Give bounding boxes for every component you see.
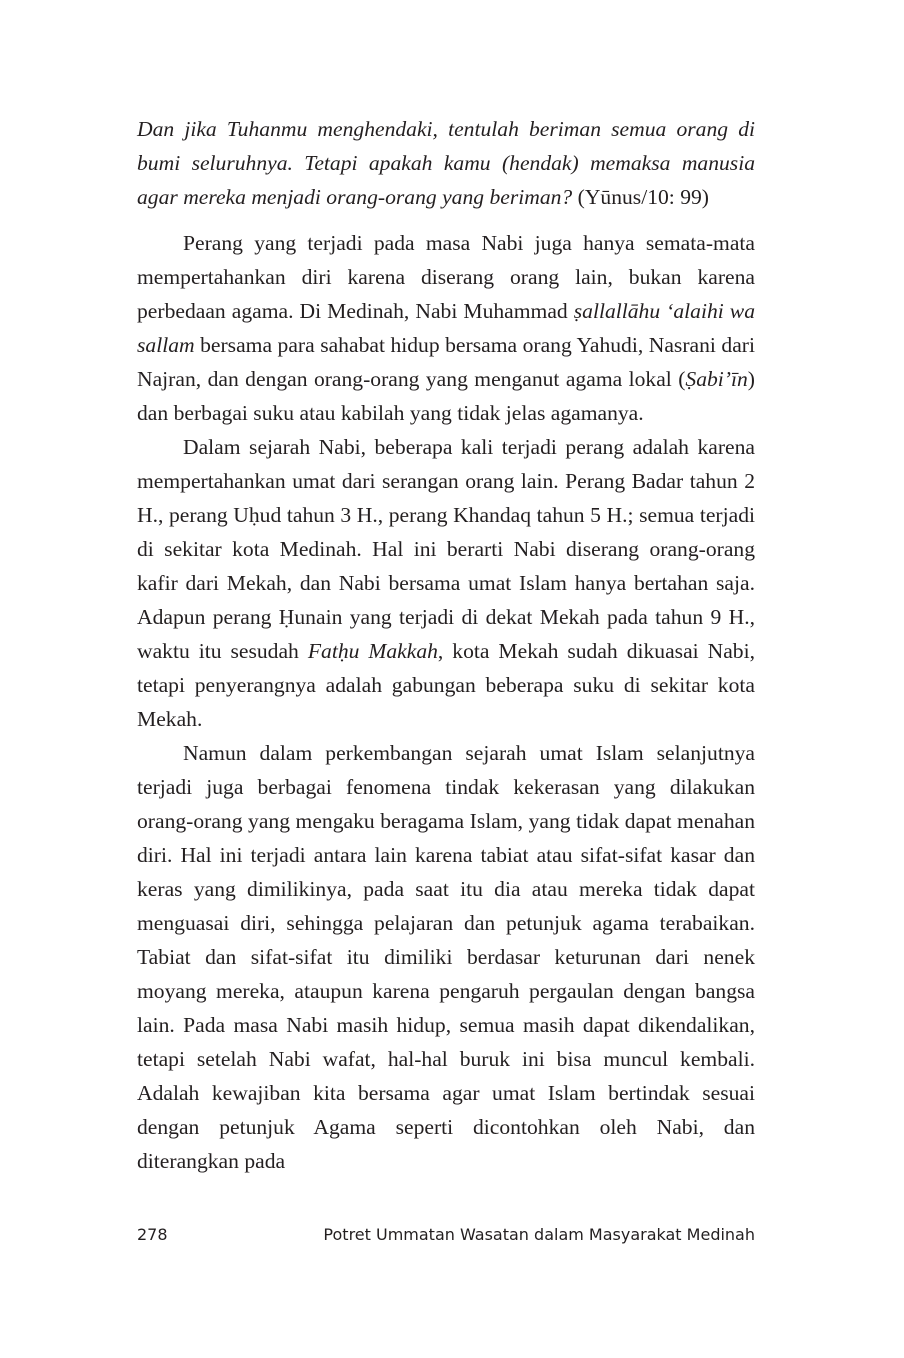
paragraph-1-text-e: ) dan berbagai suku atau kabilah yang tidak jelas agamanya.	[137, 367, 755, 425]
paragraph-2	[137, 430, 755, 736]
verse-translation: Dan jika Tuhanmu menghendaki, tentulah beriman semua orang di bumi seluruhnya. Tetapi apakah kamu (hendak) memaksa manusia agar mereka menjadi orang-orang yang beriman?	[137, 117, 755, 209]
body-text	[137, 112, 755, 1178]
paragraph-1	[137, 226, 755, 430]
fathu-makkah-term: Fatḥu Makkah	[307, 639, 438, 663]
verse-reference: (Yūnus/10: 99)	[577, 185, 709, 209]
sabiin-term: Ṣabi’īn	[685, 367, 748, 391]
paragraph-1-text-c: bersama para sahabat hidup bersama orang Yahudi, Nasrani dari Najran, dan dengan orang-orang yang menganut agama lokal (	[137, 333, 755, 391]
page-footer	[137, 1221, 755, 1249]
page-number: 278	[137, 1225, 168, 1244]
paragraph-1-text-a: Perang yang terjadi pada masa Nabi juga hanya semata-mata mempertahankan diri karena diserang orang lain, bukan karena perbedaan agama. Di Medinah, Nabi Muhammad	[137, 231, 755, 323]
paragraph-2-text-a: Dalam sejarah Nabi, beberapa kali terjadi perang adalah karena mempertahankan umat dari serangan orang lain. Perang Badar tahun 2 H., perang Uḥud tahun 3 H., perang Khandaq tahun 5 H.; semua terjadi di sekitar kota Medinah. Hal ini berarti Nabi diserang orang-orang kafir dari Mekah, dan Nabi bersama umat Islam hanya bertahan saja. Adapun perang Ḥunain yang terjadi di dekat Mekah pada tahun 9 H., waktu itu sesudah	[137, 435, 755, 663]
honorific-phrase: ṣallallāhu ‘alaihi wa sallam	[137, 299, 755, 357]
running-title: Potret Ummatan Wasatan dalam Masyarakat Medinah	[323, 1225, 755, 1244]
quran-verse-quote	[137, 112, 755, 214]
paragraph-3: Namun dalam perkembangan sejarah umat Islam selanjutnya terjadi juga berbagai fenomena tindak kekerasan yang dilakukan orang-orang yang mengaku beragama Islam, yang tidak dapat menahan diri. Hal ini terjadi antara lain karena tabiat atau sifat-sifat kasar dan keras yang dimilikinya, pada saat itu dia atau mereka tidak dapat menguasai diri, sehingga pelajaran dan petunjuk agama terabaikan. Tabiat dan sifat-sifat itu dimiliki berdasar keturunan dari nenek moyang mereka, ataupun karena pengaruh pergaulan dengan bangsa lain. Pada masa Nabi masih hidup, semua masih dapat dikendalikan, tetapi setelah Nabi wafat, hal-hal buruk ini bisa muncul kembali. Adalah kewajiban kita bersama agar umat Islam bertindak sesuai dengan petunjuk Agama seperti dicontohkan oleh Nabi, dan diterangkan pada	[137, 741, 755, 1173]
paragraph-2-text-c: , kota Mekah sudah dikuasai Nabi, tetapi penyerangnya adalah gabungan beberapa suku di sekitar kota Mekah.	[137, 639, 755, 731]
